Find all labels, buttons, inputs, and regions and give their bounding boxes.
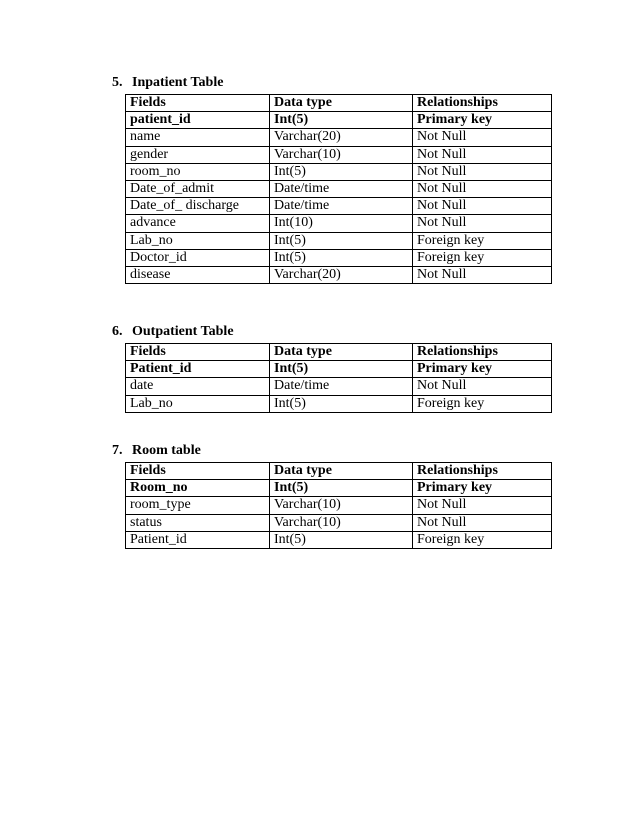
section-number: 7. — [112, 443, 123, 458]
table-row — [126, 180, 552, 197]
table-cell: Int(5) — [270, 232, 413, 249]
table-row — [126, 232, 552, 249]
table-cell: Patient_id — [126, 531, 270, 548]
table-cell: Int(5) — [270, 249, 413, 266]
table-row — [126, 514, 552, 531]
section-title: Inpatient Table — [132, 75, 224, 90]
table-cell: Int(5) — [270, 112, 413, 129]
table-cell: Not Null — [413, 266, 552, 283]
section-heading-room — [112, 443, 201, 459]
room-table — [125, 462, 552, 549]
table-cell: Foreign key — [413, 232, 552, 249]
table-header-row — [126, 463, 552, 480]
column-header: Relationships — [413, 95, 552, 112]
table-row — [126, 480, 552, 497]
table-row — [126, 395, 552, 412]
table-cell: Date_of_ discharge — [126, 198, 270, 215]
table-cell: Lab_no — [126, 232, 270, 249]
table-cell: Int(5) — [270, 395, 413, 412]
table-cell: Int(5) — [270, 480, 413, 497]
table-cell: Int(10) — [270, 215, 413, 232]
column-header: Data type — [270, 95, 413, 112]
table-cell: Date/time — [270, 180, 413, 197]
table-cell: Not Null — [413, 163, 552, 180]
table-cell: room_no — [126, 163, 270, 180]
table-cell: disease — [126, 266, 270, 283]
table-cell: Varchar(20) — [270, 266, 413, 283]
table-cell: Int(5) — [270, 531, 413, 548]
column-header: Fields — [126, 344, 270, 361]
table-cell: Lab_no — [126, 395, 270, 412]
table-row — [126, 215, 552, 232]
table-cell: Primary key — [413, 112, 552, 129]
table-cell: Varchar(10) — [270, 497, 413, 514]
table-header-row — [126, 344, 552, 361]
table-header-row — [126, 95, 552, 112]
table-row — [126, 249, 552, 266]
table-cell: Int(5) — [270, 361, 413, 378]
section-title: Room table — [132, 443, 201, 458]
table-cell: Foreign key — [413, 249, 552, 266]
column-header: Fields — [126, 95, 270, 112]
section-number: 5. — [112, 75, 123, 90]
table-cell: Room_no — [126, 480, 270, 497]
table-row — [126, 378, 552, 395]
table-row — [126, 531, 552, 548]
table-cell: Primary key — [413, 361, 552, 378]
section-heading-inpatient — [112, 75, 223, 91]
column-header: Relationships — [413, 463, 552, 480]
section-number: 6. — [112, 324, 123, 339]
table-cell: Doctor_id — [126, 249, 270, 266]
table-cell: Not Null — [413, 378, 552, 395]
column-header: Data type — [270, 463, 413, 480]
table-cell: Foreign key — [413, 531, 552, 548]
table-row — [126, 112, 552, 129]
inpatient-table — [125, 94, 552, 284]
table-cell: Not Null — [413, 215, 552, 232]
table-row — [126, 163, 552, 180]
table-cell: Varchar(20) — [270, 129, 413, 146]
table-row — [126, 361, 552, 378]
table-cell: patient_id — [126, 112, 270, 129]
table-cell: name — [126, 129, 270, 146]
section-title: Outpatient Table — [132, 324, 234, 339]
column-header: Fields — [126, 463, 270, 480]
table-row — [126, 129, 552, 146]
table-cell: gender — [126, 146, 270, 163]
table-cell: Date_of_admit — [126, 180, 270, 197]
table-cell: Not Null — [413, 198, 552, 215]
table-cell: Not Null — [413, 129, 552, 146]
table-cell: date — [126, 378, 270, 395]
table-cell: Varchar(10) — [270, 514, 413, 531]
table-cell: Not Null — [413, 146, 552, 163]
table-cell: room_type — [126, 497, 270, 514]
table-cell: Not Null — [413, 497, 552, 514]
table-cell: advance — [126, 215, 270, 232]
column-header: Relationships — [413, 344, 552, 361]
table-cell: status — [126, 514, 270, 531]
table-row — [126, 266, 552, 283]
table-cell: Date/time — [270, 378, 413, 395]
column-header: Data type — [270, 344, 413, 361]
section-heading-outpatient — [112, 324, 234, 340]
table-cell: Not Null — [413, 514, 552, 531]
table-cell: Foreign key — [413, 395, 552, 412]
table-cell: Date/time — [270, 198, 413, 215]
table-cell: Int(5) — [270, 163, 413, 180]
outpatient-table — [125, 343, 552, 413]
table-cell: Patient_id — [126, 361, 270, 378]
table-row — [126, 198, 552, 215]
table-row — [126, 146, 552, 163]
table-row — [126, 497, 552, 514]
table-cell: Varchar(10) — [270, 146, 413, 163]
table-cell: Primary key — [413, 480, 552, 497]
table-cell: Not Null — [413, 180, 552, 197]
